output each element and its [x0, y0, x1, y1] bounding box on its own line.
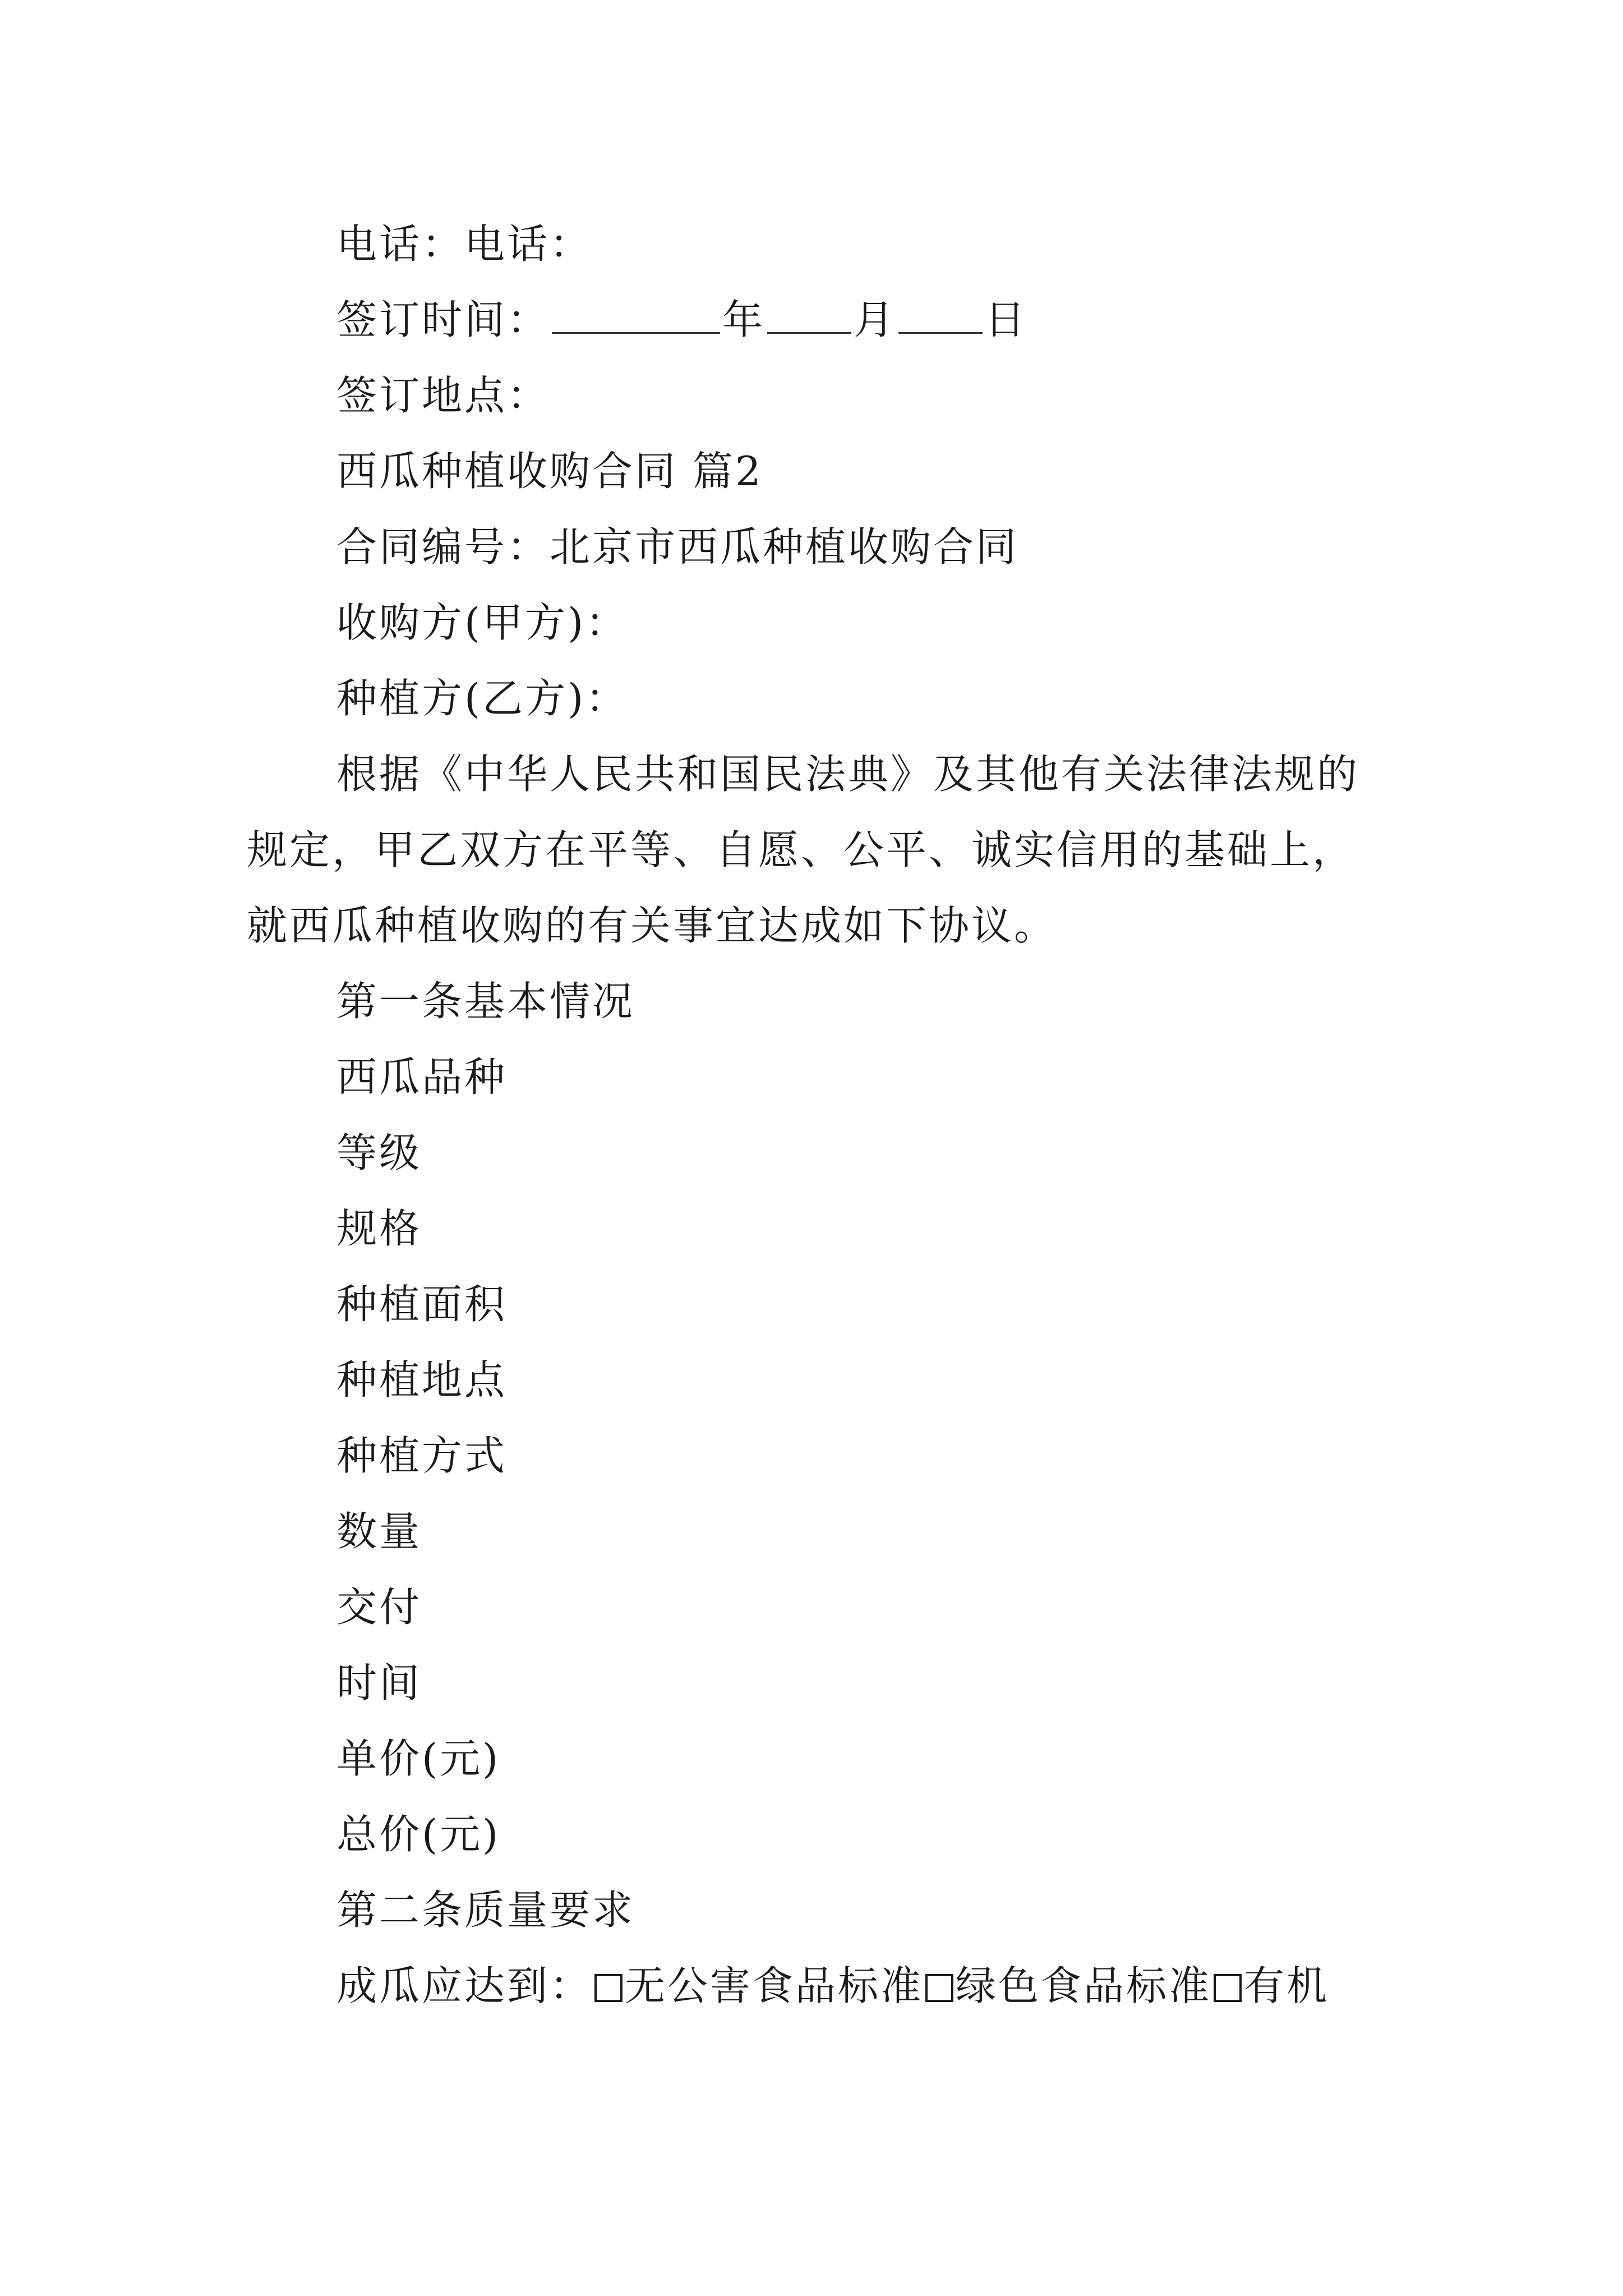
year-blank[interactable] [552, 300, 720, 334]
year-label: 年 [722, 296, 766, 343]
option-1-label: 无公害食品标准 [625, 1962, 924, 2009]
quality-requirement-line [336, 1963, 1329, 2008]
requirement-label: 成瓜应达到： [336, 1962, 593, 2009]
checkbox-option-1[interactable] [594, 1974, 623, 2002]
article2-title: 第二条质量要求 [336, 1887, 635, 1934]
checkbox-option-3[interactable] [1214, 1974, 1242, 2002]
option-3-label: 有机 [1244, 1962, 1330, 2009]
preamble-line-2: 规定，甲乙双方在平等、自愿、公平、诚实信用的基础上， [247, 826, 1355, 873]
day-label: 日 [985, 296, 1028, 343]
phone-line: 电话：电话： [336, 220, 593, 268]
sign-time-line [336, 297, 1027, 342]
article1-item: 种植面积 [336, 1281, 508, 1328]
article1-item: 种植方式 [336, 1432, 508, 1479]
buyer-line: 收购方(甲方)： [336, 599, 629, 646]
preamble-line-3: 就西瓜种植收购的有关事宜达成如下协议。 [247, 902, 1057, 949]
grower-line: 种植方(乙方)： [336, 675, 629, 722]
preamble-line-1: 根据《中华人民共和国民法典》及其他有关法律法规的 [336, 751, 1360, 798]
option-2-label: 绿色食品标准 [956, 1962, 1212, 2009]
month-blank[interactable] [767, 300, 851, 334]
article1-item: 时间 [336, 1659, 422, 1706]
article1-item: 交付 [336, 1584, 422, 1631]
article1-item: 种植地点 [336, 1356, 508, 1404]
section-title: 西瓜种植收购合同 篇2 [336, 448, 763, 495]
sign-time-label: 签订时间： [336, 296, 550, 343]
article1-title: 第一条基本情况 [336, 978, 635, 1025]
sign-place-line: 签订地点： [336, 372, 550, 419]
article1-item: 单价(元) [336, 1735, 501, 1782]
day-blank[interactable] [898, 300, 983, 334]
checkbox-option-2[interactable] [925, 1974, 953, 2002]
article1-item: 等级 [336, 1129, 422, 1176]
article1-item: 西瓜品种 [336, 1053, 508, 1101]
article1-item: 数量 [336, 1508, 422, 1555]
article1-item: 规格 [336, 1205, 422, 1252]
month-label: 月 [854, 296, 897, 343]
contract-number-line: 合同编号：北京市西瓜种植收购合同 [336, 523, 1019, 570]
article1-item: 总价(元) [336, 1811, 501, 1858]
